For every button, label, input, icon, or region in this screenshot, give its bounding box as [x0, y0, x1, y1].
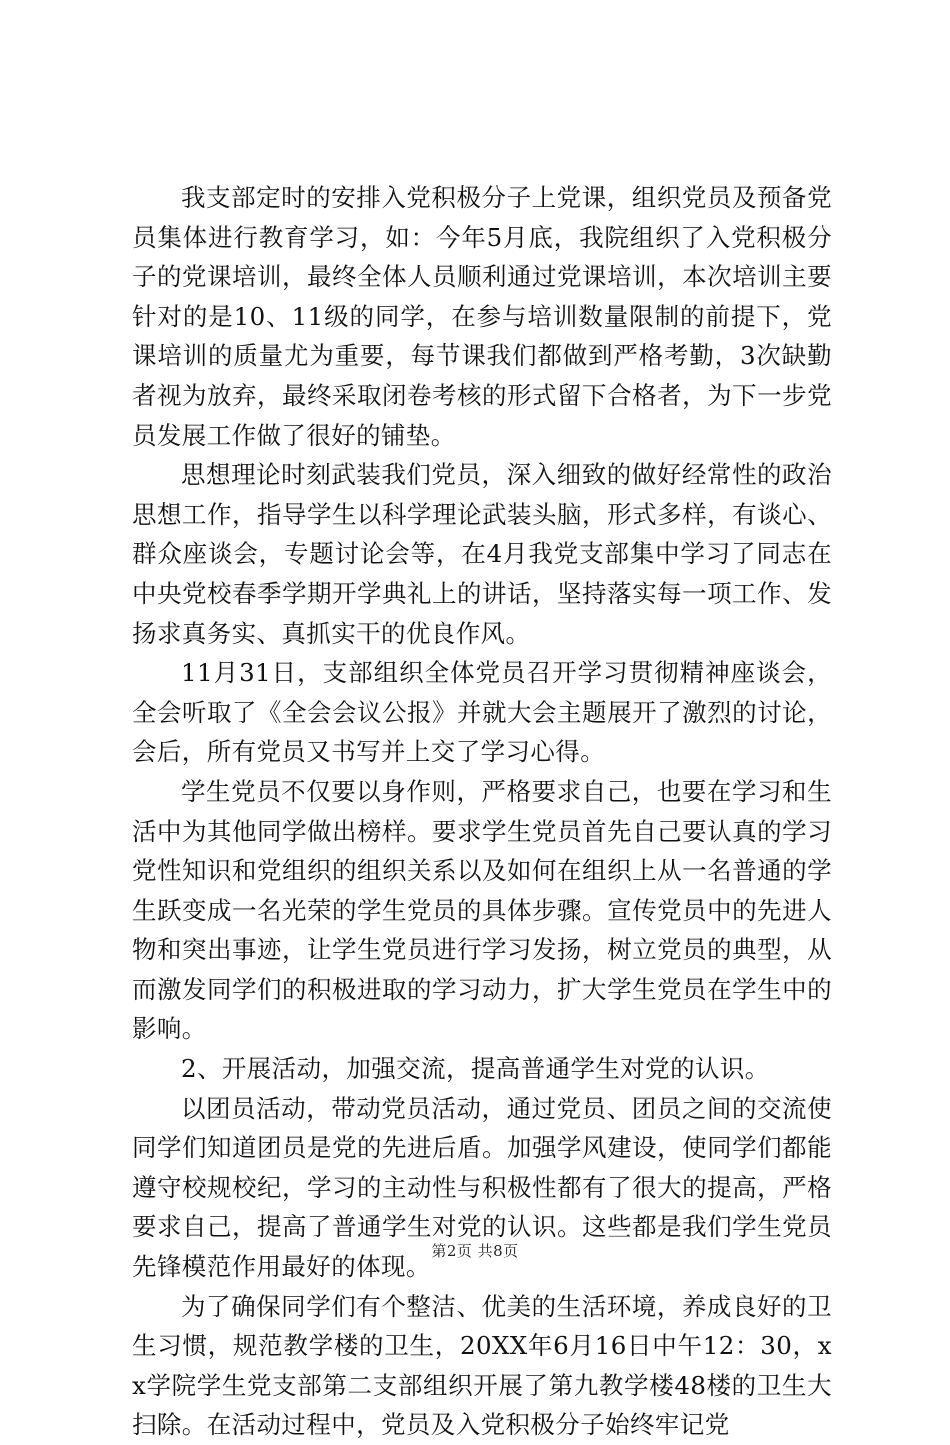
paragraph: 为了确保同学们有个整洁、优美的生活环境，养成良好的卫生习惯，规范教学楼的卫生，20XX年6月16日中午12：30，xx学院学生党支部第二支部组织开展了第九教学楼48楼的卫生大扫除。在活动过程中，党员及入党积极分子始终牢记党 — [132, 1291, 832, 1440]
paragraph: 我支部定时的安排入党积极分子上党课，组织党员及预备党员集体进行教育学习，如：今年5月底，我院组织了入党积极分子的党课培训，最终全体人员顺利通过党课培训，本次培训主要针对的是10、11级的同学，在参与培训数量限制的前提下，党课培训的质量尤为重要，每节课我们都做到严格考勤，3次缺勤者视为放弃，最终采取闭卷考核的形式留下合格者，为下一步党员发展工作做了很好的铺垫。 — [132, 183, 832, 450]
paragraph: 思想理论时刻武装我们党员，深入细致的做好经常性的政治思想工作，指导学生以科学理论武装头脑，形式多样，有谈心、群众座谈会，专题讨论会等，在4月我党支部集中学习了同志在中央党校春季学期开学典礼上的讲话，坚持落实每一项工作、发扬求真务实、真抓实干的优良作风。 — [132, 460, 832, 648]
paragraph: 11月31日，支部组织全体党员召开学习贯彻精神座谈会，全会听取了《全会会议公报》并就大会主题展开了激烈的讨论，会后，所有党员又书写并上交了学习心得。 — [132, 658, 832, 767]
paragraph: 学生党员不仅要以身作则，严格要求自己，也要在学习和生活中为其他同学做出榜样。要求学生党员首先自己要认真的学习党性知识和党组织的组织关系以及如何在组织上从一名普通的学生跃变成一名光荣的学生党员的具体步骤。宣传党员中的先进人物和突出事迹，让学生党员进行学习发扬，树立党员的典型，从而激发同学们的积极进取的学习动力，扩大学生党员在学生中的影响。 — [132, 776, 832, 1044]
page-number-footer: 第2页 共8页 — [431, 1242, 519, 1260]
paragraph: 2、开展活动，加强交流，提高普通学生对党的认识。 — [181, 1054, 770, 1084]
paragraph: 以团员活动，带动党员活动，通过党员、团员之间的交流使同学们知道团员是党的先进后盾。加强学风建设，使同学们都能遵守校规校纪，学习的主动性与积极性都有了很大的提高，严格要求自己，提高了普通学生对党的认识。这些都是我们学生党员先锋模范作用最好的体现。 — [132, 1093, 832, 1282]
